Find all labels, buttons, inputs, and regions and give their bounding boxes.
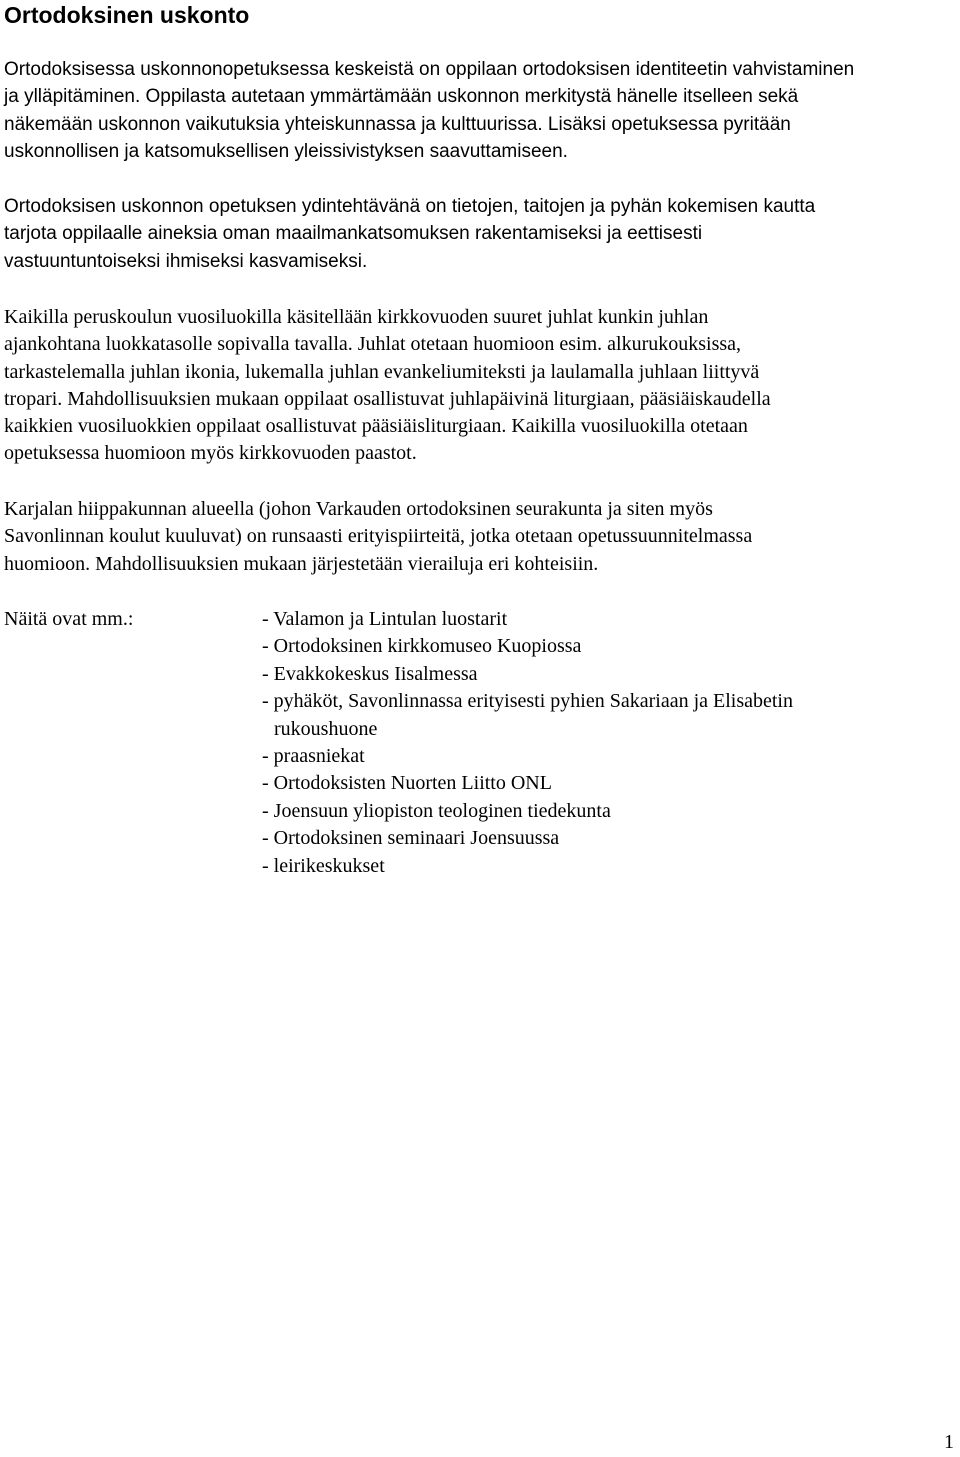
- paragraph-church-year: [4, 304, 771, 468]
- paragraph-line: huomioon. Mahdollisuuksien mukaan järjestetään vierailuja eri kohteisiin.: [4, 552, 599, 575]
- paragraph-line: tarjota oppilaalle aineksia oman maailmankatsomuksen rakentamiseksi ja eettisesti: [4, 223, 703, 245]
- paragraph-identity: [4, 56, 854, 165]
- list-item: - praasniekat: [262, 745, 365, 768]
- paragraph-line: Ortodoksisen uskonnon opetuksen ydintehtävänä on tietojen, taitojen ja pyhän kokemisen kautta: [4, 196, 816, 217]
- paragraph-line: Kaikilla peruskoulun vuosiluokilla käsitellään kirkkovuoden suuret juhlat kunkin juhlan: [4, 306, 709, 328]
- list-item-continuation: rukoushuone: [274, 717, 378, 740]
- list-lead-label: Näitä ovat mm.:: [4, 608, 134, 630]
- paragraph-line: ajankohtana luokkatasolle sopivalla tavalla. Juhlat otetaan huomioon esim. alkurukouksissa,: [4, 333, 742, 356]
- paragraph-line: tropari. Mahdollisuuksien mukaan oppilaat osallistuvat juhlapäivinä liturgiaan, pääsiäiskaudella: [4, 387, 771, 410]
- paragraph-line: Ortodoksisessa uskonnonopetuksessa keskeistä on oppilaan ortodoksisen identiteetin vahvistaminen: [4, 59, 855, 80]
- page-number: 1: [944, 1431, 954, 1453]
- list-item: - pyhäköt, Savonlinnassa erityisesti pyhien Sakariaan ja Elisabetin: [262, 690, 793, 713]
- paragraph-line: opetuksessa huomioon myös kirkkovuoden paastot.: [4, 442, 417, 465]
- list-item: - Ortodoksinen seminaari Joensuussa: [262, 827, 560, 850]
- paragraph-line: vastuuntuntoiseksi ihmiseksi kasvamiseksi.: [4, 250, 368, 272]
- document-page: [4, 0, 956, 877]
- paragraph-line: Karjalan hiippakunnan alueella (johon Varkauden ortodoksinen seurakunta ja siten myös: [4, 498, 713, 520]
- document-title: Ortodoksinen uskonto: [4, 2, 250, 28]
- destinations-list: [262, 606, 793, 880]
- list-item: - Valamon ja Lintulan luostarit: [262, 608, 508, 630]
- paragraph-line: kaikkien vuosiluokkien oppilaat osallistuvat pääsiäisliturgiaan. Kaikilla vuosiluokilla otetaan: [4, 415, 748, 438]
- list-item: - Ortodoksisten Nuorten Liitto ONL: [262, 772, 552, 795]
- paragraph-line: näkemään uskonnon vaikutuksia yhteiskunnassa ja kulttuurissa. Lisäksi opetuksessa pyritään: [4, 113, 791, 135]
- list-item: - Ortodoksinen kirkkomuseo Kuopiossa: [262, 635, 582, 658]
- list-item: - Evakkokeskus Iisalmessa: [262, 662, 478, 685]
- paragraph-line: ja ylläpitäminen. Oppilasta autetaan ymmärtämään uskonnon merkitystä hänelle itselleen sekä: [4, 86, 799, 108]
- paragraph-line: Savonlinnan koulut kuuluvat) on runsaasti erityispiirteitä, jotka otetaan opetussuunnitelmassa: [4, 525, 753, 548]
- paragraph-line: tarkastelemalla juhlan ikonia, lukemalla juhlan evankeliumiteksti ja laulamalla juhlaan liittyvä: [4, 360, 760, 383]
- list-item: - Joensuun yliopiston teologinen tiedekunta: [262, 799, 611, 822]
- list-item: - leirikeskukset: [262, 854, 385, 877]
- paragraph-line: uskonnollisen ja katsomuksellisen yleissivistyksen saavuttamiseen.: [4, 140, 568, 162]
- paragraph-diocese: [4, 496, 752, 578]
- paragraph-core-task: [4, 193, 815, 275]
